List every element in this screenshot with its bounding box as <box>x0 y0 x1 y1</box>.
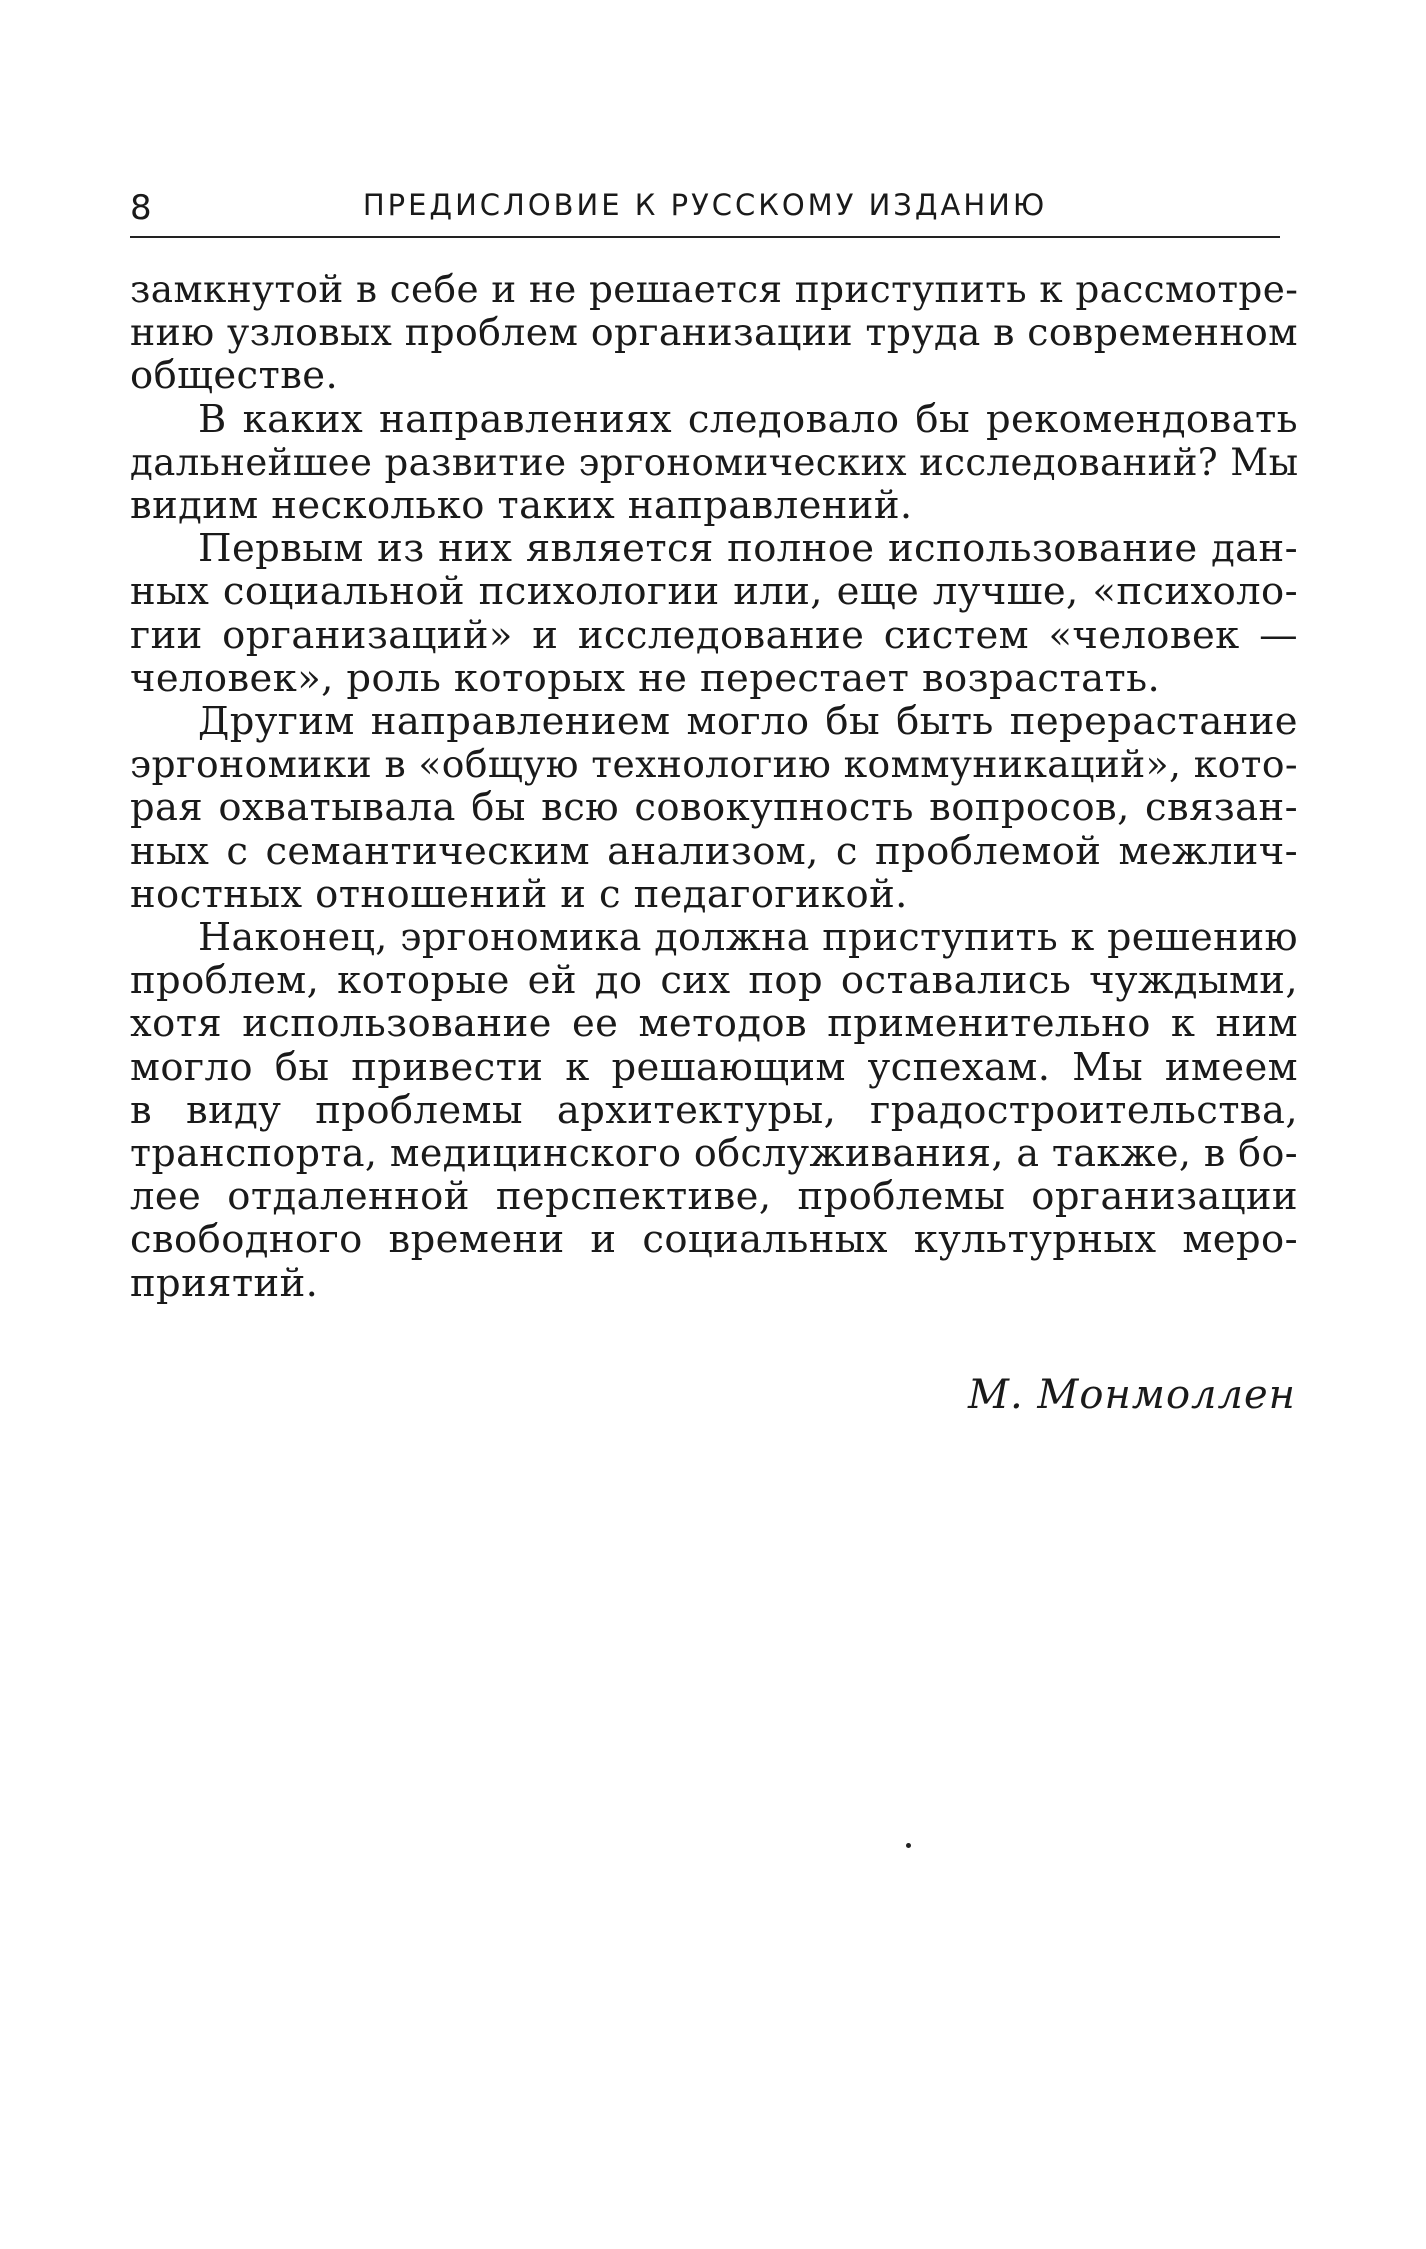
page-header <box>130 180 1280 230</box>
text-line: гии организаций» и исследование систем «человек — <box>130 612 1298 658</box>
page-number: 8 <box>130 188 153 228</box>
text-line: проблем, которые ей до сих пор оставались чуждыми, <box>130 958 1298 1004</box>
text-line: видим несколько таких направлений. <box>130 483 913 529</box>
text-line: транспорта, медицинского обслуживания, а также, в бо- <box>130 1131 1298 1176</box>
text-line: хотя использование ее методов применительно к ним <box>130 1001 1298 1047</box>
header-rule <box>130 236 1280 238</box>
text-line: человек», роль которых не перестает возрастать. <box>130 655 1161 701</box>
paragraph <box>130 527 1298 700</box>
text-line: в виду проблемы архитектуры, градостроительства, <box>130 1087 1298 1133</box>
text-line: замкнутой в себе и не решается приступить к рассмотре- <box>130 267 1299 311</box>
text-line: свободного времени и социальных культурных меро- <box>130 1217 1298 1263</box>
text-line: В каких направлениях следовало бы рекомендовать <box>198 396 1298 442</box>
text-line: обществе. <box>130 353 339 399</box>
text-line: лее отдаленной перспективе, проблемы организации <box>130 1174 1298 1220</box>
paragraph <box>130 398 1298 528</box>
author-signature: М. Монмоллен <box>968 1372 1296 1418</box>
body-text <box>130 268 1298 1305</box>
text-line: приятий. <box>130 1260 319 1306</box>
print-speck <box>906 1843 911 1848</box>
paragraph <box>130 916 1298 1305</box>
text-line: ностных отношений и с педагогикой. <box>130 871 908 917</box>
paragraph <box>130 700 1298 916</box>
running-head: ПРЕДИСЛОВИЕ К РУССКОМУ ИЗДАНИЮ <box>362 188 1048 222</box>
text-line: эргономики в «общую технологию коммуникаций», кото- <box>130 742 1299 787</box>
text-line: рая охватывала бы всю совокупность вопросов, связан- <box>130 785 1298 831</box>
text-line: ных социальной психологии или, еще лучше, «психоло- <box>130 569 1298 615</box>
text-line: Наконец, эргономика должна приступить к решению <box>198 915 1298 960</box>
text-line: нию узловых проблем организации труда в современном <box>130 310 1298 355</box>
text-line: ных с семантическим анализом, с проблемой межлич- <box>130 828 1298 874</box>
text-line: Первым из них является полное использование дан- <box>198 526 1298 572</box>
text-line: дальнейшее развитие эргономических исследований? Мы <box>130 440 1299 484</box>
text-line: Другим направлением могло бы быть перерастание <box>198 699 1298 745</box>
text-line: могло бы привести к решающим успехам. Мы имеем <box>130 1044 1298 1090</box>
paragraph <box>130 268 1298 398</box>
